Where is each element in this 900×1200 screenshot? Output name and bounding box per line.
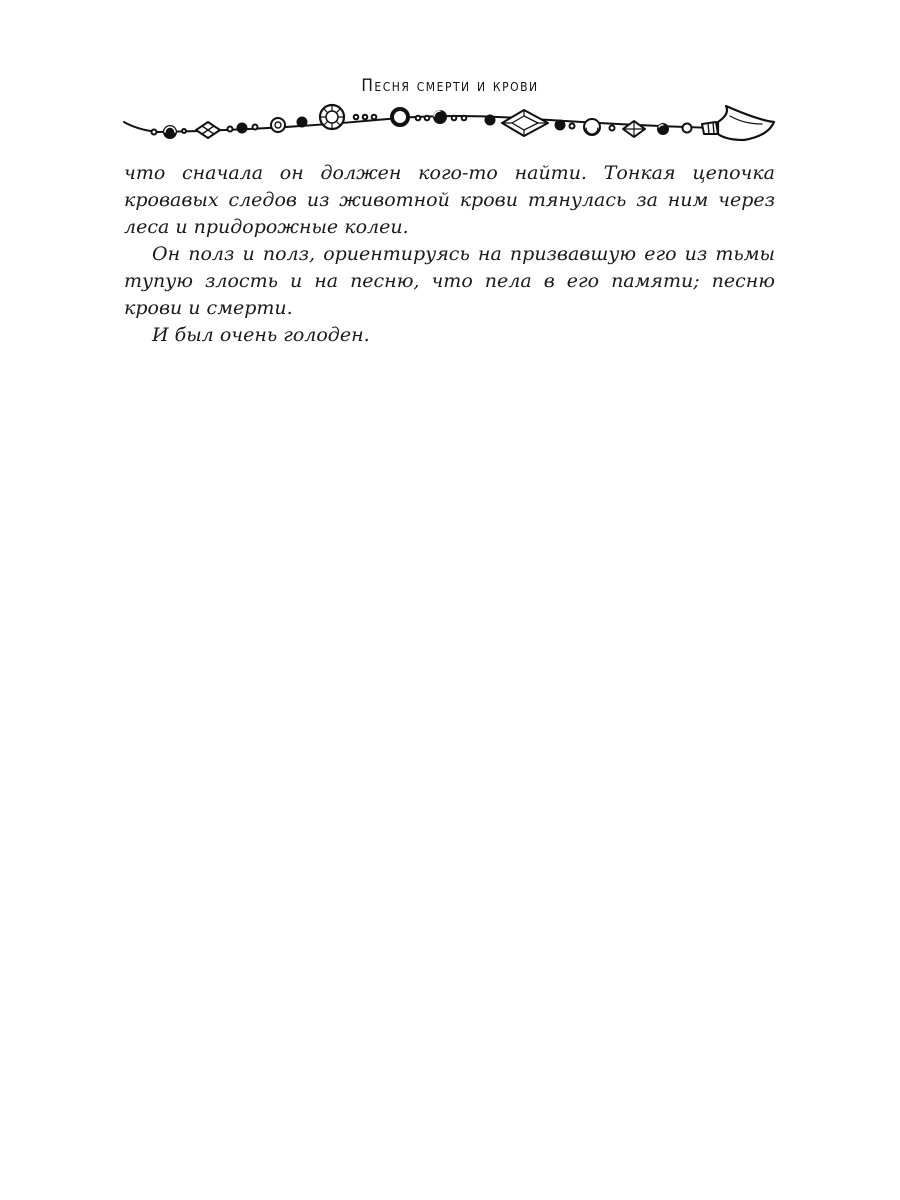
bead-chain-ornament-icon xyxy=(118,100,782,150)
body-text xyxy=(124,160,775,349)
paragraph: И был очень голоден. xyxy=(152,324,370,346)
running-title: Песня смерти и крови xyxy=(361,76,539,96)
paragraph: что сначала он должен кого-то найти. Тонкая цепочка кровавых следов из животной крови тянулась за ним через леса и придорожные колеи. xyxy=(124,162,775,238)
paragraph: Он полз и полз, ориентируясь на призвавшую его из тьмы тупую злость и на песню, что пела в его памяти; песню крови и смерти. xyxy=(124,243,775,319)
